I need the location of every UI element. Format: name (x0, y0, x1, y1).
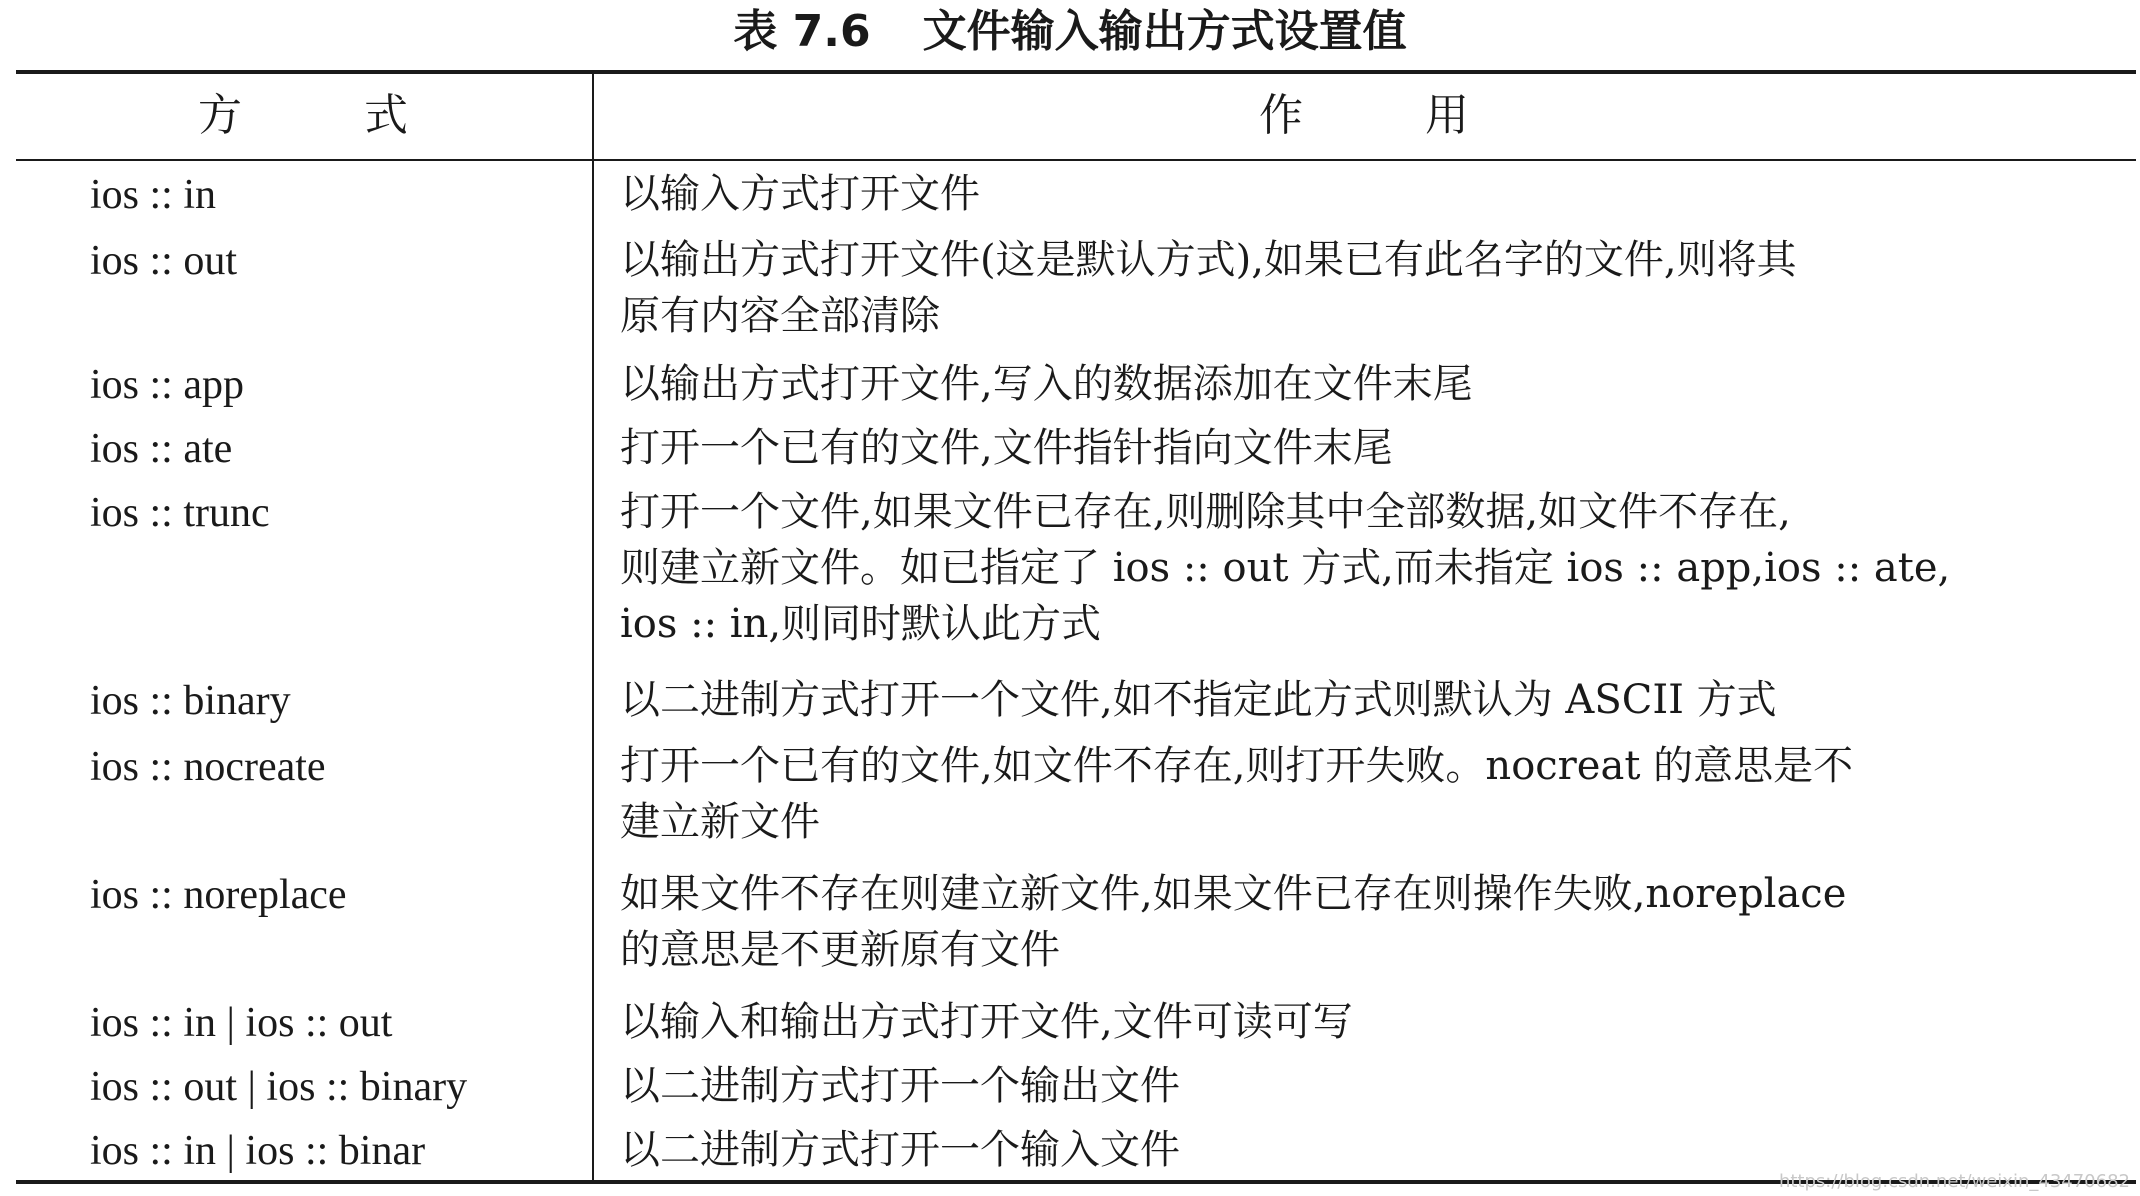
mode-cell: ios :: nocreate (90, 744, 326, 790)
effect-line: 以输入和输出方式打开文件,文件可读可写 (620, 999, 1353, 1045)
effect-line: 以二进制方式打开一个输入文件 (620, 1127, 1180, 1173)
column-header-mode: 方 式 (198, 90, 410, 141)
mode-cell: ios :: noreplace (90, 872, 347, 918)
effect-line: 的意思是不更新原有文件 (620, 927, 1060, 973)
effect-line: 建立新文件 (620, 799, 820, 845)
effect-cell (620, 166, 2120, 222)
effect-cell (620, 866, 2120, 978)
effect-line: 则建立新文件。如已指定了 ios :: out 方式,而未指定 ios :: app,ios :: ate, (620, 545, 1951, 591)
effect-line: 以输出方式打开文件(这是默认方式),如果已有此名字的文件,则将其 (620, 237, 1797, 283)
effect-cell (620, 994, 2120, 1050)
top-rule (16, 70, 2136, 74)
table-title: 文件输入输出方式设置值 (922, 6, 1407, 57)
mode-cell: ios :: out | ios :: binary (90, 1064, 468, 1110)
mode-cell: ios :: binary (90, 678, 291, 724)
table-caption (0, 4, 2140, 60)
effect-cell (620, 738, 2120, 850)
table-number: 表 7.6 (733, 6, 871, 57)
effect-cell (620, 356, 2120, 412)
watermark: https://blog.csdn.net/weixin_43470682 (1778, 1171, 2130, 1192)
effect-cell (620, 1122, 2120, 1178)
column-divider (592, 74, 594, 1180)
effect-line: 打开一个文件,如果文件已存在,则删除其中全部数据,如文件不存在, (620, 489, 1791, 535)
effect-cell (620, 1058, 2120, 1114)
effect-cell (620, 484, 2120, 652)
mode-cell: ios :: in | ios :: out (90, 1000, 393, 1046)
effect-line: 以二进制方式打开一个输出文件 (620, 1063, 1180, 1109)
effect-cell (620, 232, 2120, 344)
effect-line: 以输入方式打开文件 (620, 171, 980, 217)
effect-line: 打开一个已有的文件,文件指针指向文件末尾 (620, 425, 1393, 471)
effect-line: 打开一个已有的文件,如文件不存在,则打开失败。nocreat 的意思是不 (620, 743, 1854, 789)
effect-line: 原有内容全部清除 (620, 293, 940, 339)
mode-cell: ios :: in (90, 172, 217, 218)
mode-cell: ios :: trunc (90, 490, 270, 536)
effect-line: ios :: in,则同时默认此方式 (620, 601, 1102, 647)
mode-cell: ios :: in | ios :: binar (90, 1128, 426, 1174)
effect-line: 如果文件不存在则建立新文件,如果文件已存在则操作失败,noreplace (620, 871, 1847, 917)
effect-line: 以输出方式打开文件,写入的数据添加在文件末尾 (620, 361, 1473, 407)
header-rule (16, 159, 2136, 161)
effect-cell (620, 672, 2120, 728)
mode-cell: ios :: out (90, 238, 238, 284)
mode-cell: ios :: app (90, 362, 244, 408)
effect-line: 以二进制方式打开一个文件,如不指定此方式则默认为 ASCII 方式 (620, 677, 1777, 723)
column-header-effect: 作 用 (1259, 90, 1471, 141)
mode-cell: ios :: ate (90, 426, 233, 472)
effect-cell (620, 420, 2120, 476)
